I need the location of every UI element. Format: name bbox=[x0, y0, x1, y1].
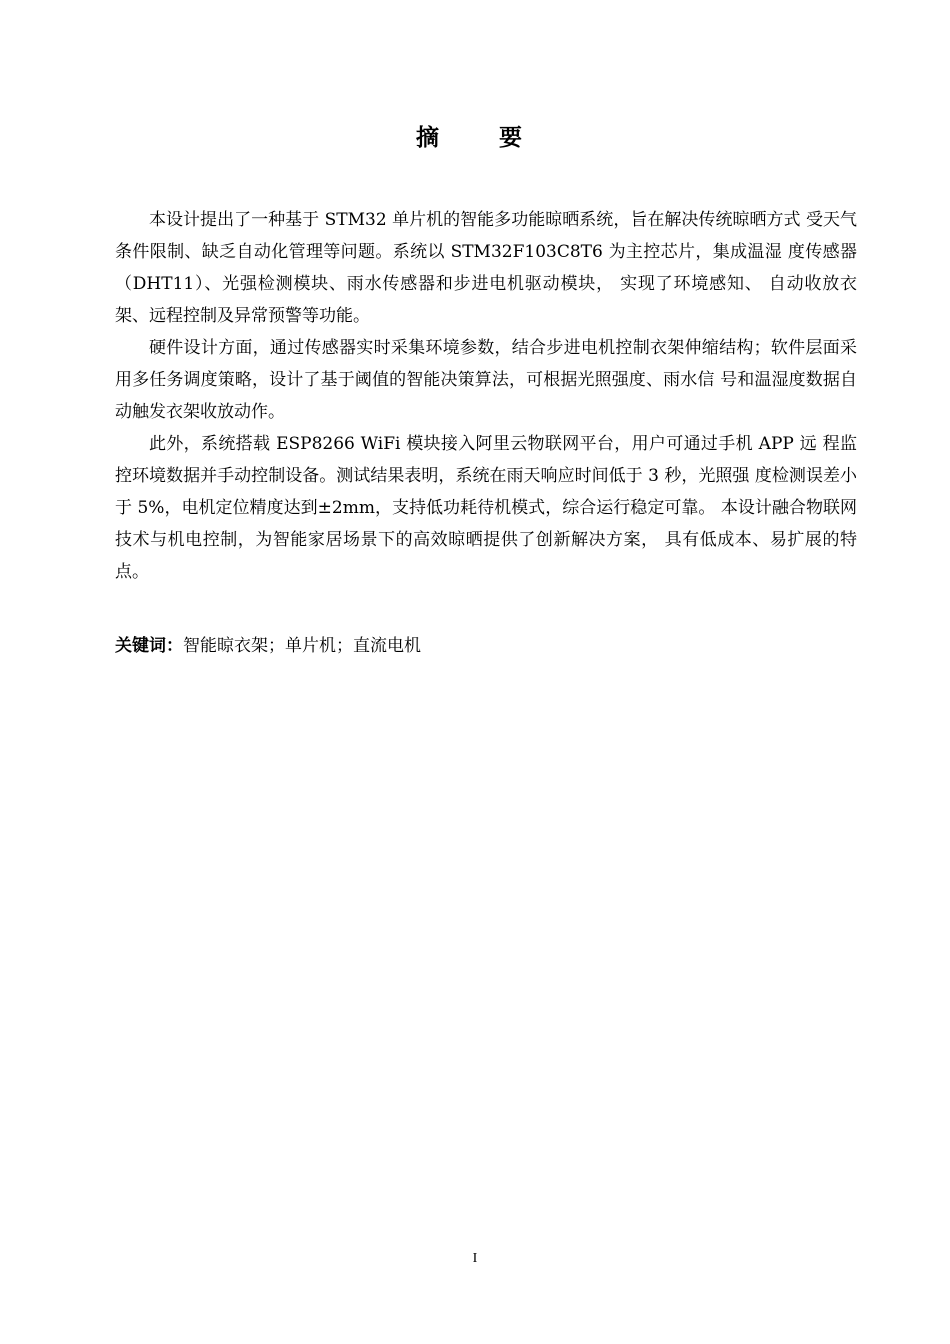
abstract-title: 摘 要 bbox=[415, 125, 548, 151]
keywords-line bbox=[115, 630, 857, 662]
keywords-label: 关键词： bbox=[115, 636, 183, 656]
abstract-paragraph-3: 此外，系统搭载 ESP8266 WiFi 模块接入阿里云物联网平台，用户可通过手机 APP 远 程监控环境数据并手动控制设备。测试结果表明，系统在雨天响应时间低于 3 秒，光照强 度检测误差小于 5%，电机定位精度达到±2mm，支持低功耗待机模式，综合运行稳定可靠。 本设计融合物联网技术与机电控制，为智能家居场景下的高效晾晒提供了创新解决方案， 具有低成本、易扩展的特点。 bbox=[115, 434, 857, 582]
page-number: I bbox=[472, 1251, 478, 1266]
abstract-paragraph-1: 本设计提出了一种基于 STM32 单片机的智能多功能晾晒系统，旨在解决传统晾晒方式 受天气条件限制、缺乏自动化管理等问题。系统以 STM32F103C8T6 为主控芯片，集成温湿 度传感器（DHT11）、光强检测模块、雨水传感器和步进电机驱动模块， 实现了环境感知、 自动收放衣架、远程控制及异常预警等功能。 bbox=[115, 210, 857, 326]
keywords-value: 智能晾衣架；单片机；直流电机 bbox=[183, 636, 421, 656]
abstract-paragraph-2: 硬件设计方面，通过传感器实时采集环境参数，结合步进电机控制衣架伸缩结构；软件层面采用多任务调度策略，设计了基于阈值的智能决策算法，可根据光照强度、雨水信 号和温湿度数据自动触发衣架收放动作。 bbox=[115, 338, 857, 422]
abstract-body bbox=[115, 204, 857, 588]
